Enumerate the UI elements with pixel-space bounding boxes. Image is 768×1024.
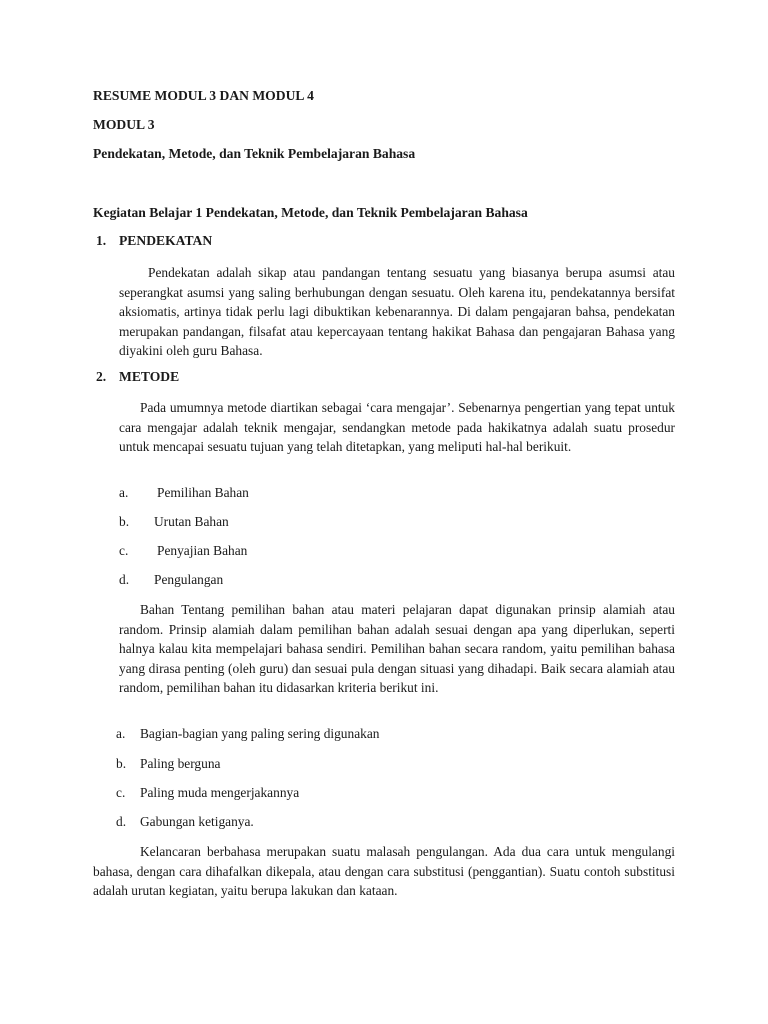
paragraph-text: Bahan Tentang pemilihan bahan atau materi pelajaran dapat digunakan prinsip alamiah atau random. Prinsip alamiah dalam pemilihan bahan adalah sesuai dengan apa yang diperlukan, seperti halnya kalau kita mempelajari bahasa sendiri. Pemilihan bahan secara random, yaitu pemilihan bahasa yang dirasa penting (oleh guru) dan sesuai pula dengan situasi yang dihadapi. Baik secara alamiah atau random, pemilihan bahan itu didasarkan kriteria berikut ini. [119,602,675,696]
list-item: Paling berguna [140,756,221,771]
list-item: Pemilihan Bahan [157,485,249,500]
document-title: RESUME MODUL 3 DAN MODUL 4 [93,88,314,103]
paragraph-text: Pendekatan adalah sikap atau pandangan tentang sesuatu yang biasanya berupa asumsi atau seperangkat asumsi yang saling berhubungan dengan sesuatu. Oleh karena itu, pendekatannya bersifat aksiomatis, artinya tidak perlu lagi dibuktikan kebenarannya. Di dalam pengajaran bahsa, pendekatan merupakan pandangan, filsafat atau kepercayaan tentang hakikat Bahasa dan pengajaran Bahasa yang diyakini oleh guru Bahasa. [119,265,675,359]
document-subtitle: Pendekatan, Metode, dan Teknik Pembelajaran Bahasa [93,146,416,161]
paragraph-text: Pada umumnya metode diartikan sebagai ‘cara mengajar’. Sebenarnya pengertian yang tepat untuk cara mengajar adalah teknik mengajar, sendangkan metode pada hakikatnya adalah suatu prosedur untuk mencapai sesuatu tujuan yang telah ditetapkan, yang meliputi hal-hal berikuit. [119,400,675,455]
paragraph-text: Kelancaran berbahasa merupakan suatu malasah pengulangan. Ada dua cara untuk mengulangi bahasa, dengan cara dihafalkan dikepala, atau dengan cara substitusi (penggantian). Suatu contoh substitusi adalah urutan kegiatan, yaitu berupa lakukan dan kataan. [93,844,675,899]
list-marker: a. [119,485,129,500]
list-marker: b. [119,514,130,529]
module-heading: MODUL 3 [93,117,155,132]
list-marker: c. [119,543,129,558]
list-item: Pengulangan [154,572,224,587]
kegiatan-heading: Kegiatan Belajar 1 Pendekatan, Metode, dan Teknik Pembelajaran Bahasa [93,205,528,220]
section-number: 2. [96,369,107,384]
list-marker: c. [116,785,126,800]
list-marker: b. [116,756,127,771]
section-number: 1. [96,233,107,248]
list-marker: d. [119,572,130,587]
list-marker: a. [116,726,126,741]
paragraph-bahan [119,600,675,698]
paragraph-kelancaran [93,842,675,901]
paragraph-metode [119,398,675,457]
list-item: Paling muda mengerjakannya [140,785,300,800]
section-heading-pendekatan: PENDEKATAN [119,233,213,248]
list-item: Gabungan ketiganya. [140,814,254,829]
paragraph-pendekatan [119,263,675,361]
list-item: Bagian-bagian yang paling sering digunakan [140,726,380,741]
section-heading-metode: METODE [119,369,180,384]
list-item: Urutan Bahan [154,514,229,529]
list-item: Penyajian Bahan [157,543,248,558]
list-marker: d. [116,814,127,829]
